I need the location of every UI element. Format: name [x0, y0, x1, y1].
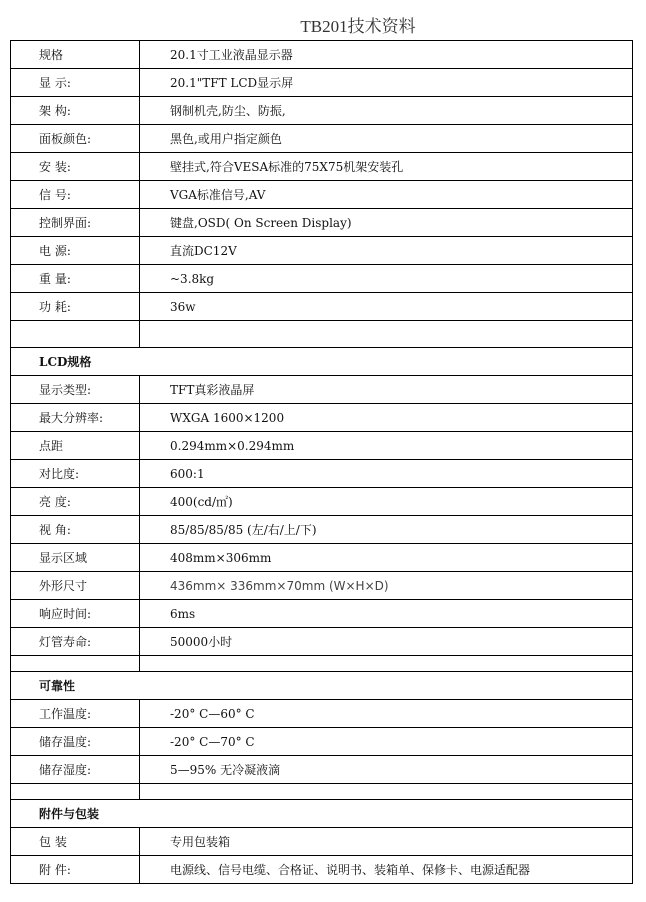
spec-row: [11, 293, 633, 321]
spec-value: 85/85/85/85 (左/右/上/下): [140, 516, 633, 544]
spec-row: [11, 125, 633, 153]
spec-value: 黑色,或用户指定颜色: [140, 125, 633, 153]
spec-row: [11, 600, 633, 628]
section-heading-row: [11, 672, 633, 700]
blank-cell: [140, 784, 633, 800]
section-heading-row: [11, 800, 633, 828]
spec-table: [10, 40, 633, 884]
spec-key: 工作温度:: [11, 700, 140, 728]
spec-value: -20° C—70° C: [140, 728, 633, 756]
spec-row: [11, 181, 633, 209]
blank-cell: [11, 656, 140, 672]
spec-value: ~3.8kg: [140, 265, 633, 293]
spec-value: 0.294mm×0.294mm: [140, 432, 633, 460]
blank-cell: [140, 656, 633, 672]
spec-key: 灯管寿命:: [11, 628, 140, 656]
spec-row: [11, 756, 633, 784]
spec-key: 电 源:: [11, 237, 140, 265]
spec-key: 功 耗:: [11, 293, 140, 321]
blank-cell: [140, 321, 633, 348]
spec-row: [11, 516, 633, 544]
spec-key: 附 件:: [11, 856, 140, 884]
document-title: TB201技术资料: [300, 17, 416, 36]
blank-cell: [11, 784, 140, 800]
spec-value: 钢制机壳,防尘、防振,: [140, 97, 633, 125]
spec-value: 50000小时: [140, 628, 633, 656]
spec-row: [11, 828, 633, 856]
spec-row: [11, 700, 633, 728]
spec-key: 面板颜色:: [11, 125, 140, 153]
spec-key: 响应时间:: [11, 600, 140, 628]
spec-key: 亮 度:: [11, 488, 140, 516]
spec-row: [11, 237, 633, 265]
spec-row: [11, 265, 633, 293]
spec-row: [11, 209, 633, 237]
spec-key: 显 示:: [11, 69, 140, 97]
spec-row: [11, 460, 633, 488]
spec-key: 显示区域: [11, 544, 140, 572]
spec-row: [11, 488, 633, 516]
spec-value: 5—95% 无冷凝液滴: [140, 756, 633, 784]
spec-key: 储存温度:: [11, 728, 140, 756]
spec-value: 键盘,OSD( On Screen Display): [140, 209, 633, 237]
spec-key: 架 构:: [11, 97, 140, 125]
spec-row: [11, 728, 633, 756]
spec-key: 显示类型:: [11, 376, 140, 404]
section-heading: 可靠性: [11, 672, 633, 700]
spec-row: [11, 69, 633, 97]
spec-row: [11, 628, 633, 656]
spec-value: 36w: [140, 293, 633, 321]
spec-key: 对比度:: [11, 460, 140, 488]
spec-value: 600:1: [140, 460, 633, 488]
spec-value: 20.1"TFT LCD显示屏: [140, 69, 633, 97]
blank-row: [11, 784, 633, 800]
spec-key: 规格: [11, 41, 140, 69]
spec-value: WXGA 1600×1200: [140, 404, 633, 432]
spec-key: 储存湿度:: [11, 756, 140, 784]
spec-row: [11, 432, 633, 460]
spec-key: 点距: [11, 432, 140, 460]
spec-value: 20.1寸工业液晶显示器: [140, 41, 633, 69]
blank-cell: [11, 321, 140, 348]
spec-value: 直流DC12V: [140, 237, 633, 265]
spec-key: 控制界面:: [11, 209, 140, 237]
spec-row: [11, 544, 633, 572]
spec-value: 6ms: [140, 600, 633, 628]
spec-key: 安 装:: [11, 153, 140, 181]
spec-value: 400(cd/㎡): [140, 488, 633, 516]
spec-row: [11, 153, 633, 181]
spec-row: [11, 404, 633, 432]
spec-key: 最大分辨率:: [11, 404, 140, 432]
section-heading: 附件与包装: [11, 800, 633, 828]
spec-key: 包 装: [11, 828, 140, 856]
spec-row: [11, 41, 633, 69]
blank-row: [11, 656, 633, 672]
section-heading-row: [11, 348, 633, 376]
spec-value: 436mm× 336mm×70mm (W×H×D): [140, 572, 633, 600]
spec-value: 电源线、信号电缆、合格证、说明书、装箱单、保修卡、电源适配器: [140, 856, 633, 884]
spec-row: [11, 856, 633, 884]
spec-value: TFT真彩液晶屏: [140, 376, 633, 404]
spec-value: 专用包装箱: [140, 828, 633, 856]
spec-key: 信 号:: [11, 181, 140, 209]
spec-row: [11, 572, 633, 600]
section-heading: LCD规格: [11, 348, 633, 376]
spec-value: 408mm×306mm: [140, 544, 633, 572]
spec-key: 视 角:: [11, 516, 140, 544]
spec-value: VGA标准信号,AV: [140, 181, 633, 209]
spec-value: 壁挂式,符合VESA标准的75X75机架安装孔: [140, 153, 633, 181]
spec-row: [11, 97, 633, 125]
spec-key: 外形尺寸: [11, 572, 140, 600]
spec-row: [11, 376, 633, 404]
spec-value: -20° C—60° C: [140, 700, 633, 728]
spec-key: 重 量:: [11, 265, 140, 293]
blank-row: [11, 321, 633, 348]
